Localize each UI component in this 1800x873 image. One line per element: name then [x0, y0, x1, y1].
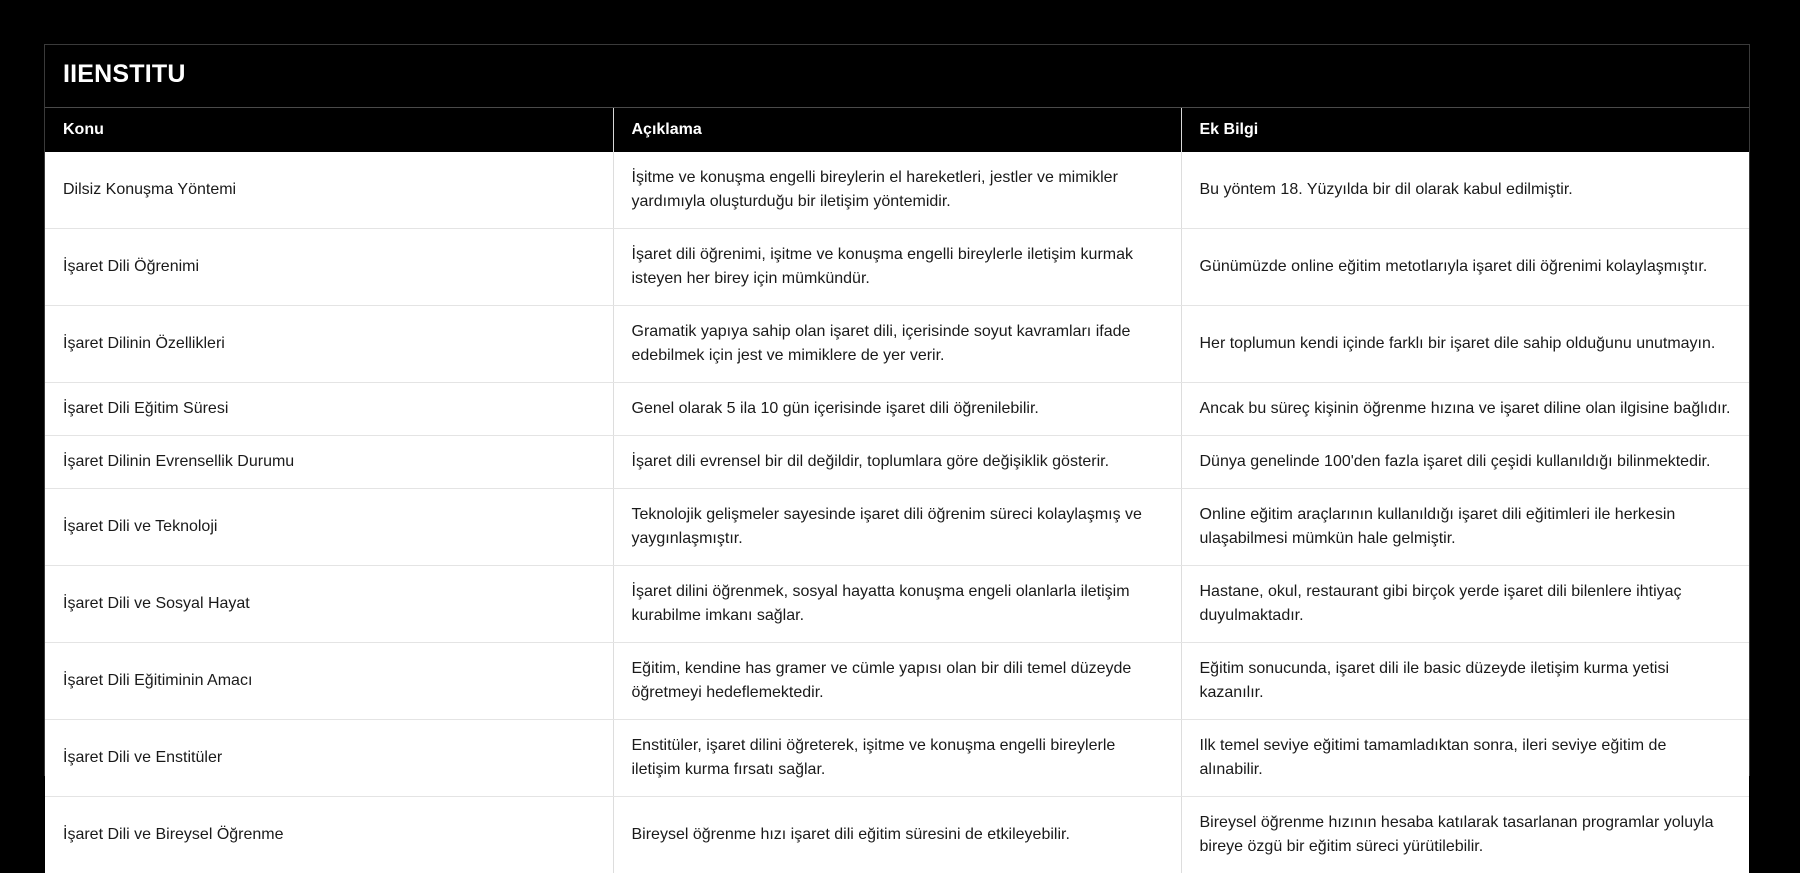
table-cell-ekbilgi: Eğitim sonucunda, işaret dili ile basic düzeyde iletişim kurma yetisi kazanılır. — [1181, 642, 1749, 719]
table-cell-konu: İşaret Dili ve Enstitüler — [45, 719, 613, 796]
table-cell-aciklama: İşitme ve konuşma engelli bireylerin el hareketleri, jestler ve mimikler yardımıyla oluşturduğu bir iletişim yöntemidir. — [613, 152, 1181, 229]
table-cell-aciklama: Enstitüler, işaret dilini öğreterek, işitme ve konuşma engelli bireylerle iletişim kurma fırsatı sağlar. — [613, 719, 1181, 796]
table-row — [45, 305, 1749, 382]
brand-title: IIENSTITU — [63, 60, 186, 88]
table-cell-aciklama: İşaret dilini öğrenmek, sosyal hayatta konuşma engeli olanlarla iletişim kurabilme imkanı sağlar. — [613, 565, 1181, 642]
table-row — [45, 719, 1749, 796]
table-row — [45, 642, 1749, 719]
table-cell-ekbilgi: Dünya genelinde 100'den fazla işaret dili çeşidi kullanıldığı bilinmektedir. — [1181, 435, 1749, 488]
table-cell-ekbilgi: Ancak bu süreç kişinin öğrenme hızına ve işaret diline olan ilgisine bağlıdır. — [1181, 382, 1749, 435]
brand-row — [45, 45, 1749, 107]
table-cell-konu: İşaret Dilinin Özellikleri — [45, 305, 613, 382]
table-row — [45, 488, 1749, 565]
info-table — [45, 45, 1749, 873]
brand-cell — [45, 45, 1749, 107]
column-header-konu[interactable]: Konu — [45, 107, 613, 152]
table-body — [45, 152, 1749, 873]
table-cell-ekbilgi: Bireysel öğrenme hızının hesaba katılarak tasarlanan programlar yoluyla bireye özgü bir eğitim süreci yürütilebilir. — [1181, 796, 1749, 873]
table-cell-aciklama: Gramatik yapıya sahip olan işaret dili, içerisinde soyut kavramları ifade edebilmek için jest ve mimiklere de yer verir. — [613, 305, 1181, 382]
table-row — [45, 382, 1749, 435]
table-cell-ekbilgi: Günümüzde online eğitim metotlarıyla işaret dili öğrenimi kolaylaşmıştır. — [1181, 228, 1749, 305]
table-cell-konu: İşaret Dili ve Sosyal Hayat — [45, 565, 613, 642]
table-row — [45, 565, 1749, 642]
column-header-row — [45, 107, 1749, 152]
table-cell-konu: İşaret Dili Öğrenimi — [45, 228, 613, 305]
table-row — [45, 152, 1749, 229]
table-row — [45, 435, 1749, 488]
table-container — [44, 44, 1750, 855]
table-cell-konu: İşaret Dili ve Bireysel Öğrenme — [45, 796, 613, 873]
table-head — [45, 45, 1749, 152]
table-cell-aciklama: Genel olarak 5 ila 10 gün içerisinde işaret dili öğrenilebilir. — [613, 382, 1181, 435]
table-cell-ekbilgi: Bu yöntem 18. Yüzyılda bir dil olarak kabul edilmiştir. — [1181, 152, 1749, 229]
table-cell-ekbilgi: Hastane, okul, restaurant gibi birçok yerde işaret dili bilenlere ihtiyaç duyulmaktadır. — [1181, 565, 1749, 642]
table-cell-ekbilgi: Her toplumun kendi içinde farklı bir işaret dile sahip olduğunu unutmayın. — [1181, 305, 1749, 382]
column-header-ekbilgi[interactable]: Ek Bilgi — [1181, 107, 1749, 152]
table-cell-aciklama: İşaret dili evrensel bir dil değildir, toplumlara göre değişiklik gösterir. — [613, 435, 1181, 488]
table-cell-konu: İşaret Dilinin Evrensellik Durumu — [45, 435, 613, 488]
table-cell-konu: İşaret Dili Eğitiminin Amacı — [45, 642, 613, 719]
table-cell-ekbilgi: Ilk temel seviye eğitimi tamamladıktan sonra, ileri seviye eğitim de alınabilir. — [1181, 719, 1749, 796]
table-row — [45, 228, 1749, 305]
table-cell-ekbilgi: Online eğitim araçlarının kullanıldığı işaret dili eğitimleri ile herkesin ulaşabilmesi mümkün hale gelmiştir. — [1181, 488, 1749, 565]
table-cell-aciklama: Teknolojik gelişmeler sayesinde işaret dili öğrenim süreci kolaylaşmış ve yaygınlaşmıştır. — [613, 488, 1181, 565]
table-cell-aciklama: Bireysel öğrenme hızı işaret dili eğitim süresini de etkileyebilir. — [613, 796, 1181, 873]
table-row — [45, 796, 1749, 873]
table-cell-aciklama: Eğitim, kendine has gramer ve cümle yapısı olan bir dili temel düzeyde öğretmeyi hedeflemektedir. — [613, 642, 1181, 719]
table-cell-aciklama: İşaret dili öğrenimi, işitme ve konuşma engelli bireylerle iletişim kurmak isteyen her birey için mümkündür. — [613, 228, 1181, 305]
table-cell-konu: Dilsiz Konuşma Yöntemi — [45, 152, 613, 229]
column-header-aciklama[interactable]: Açıklama — [613, 107, 1181, 152]
table-cell-konu: İşaret Dili ve Teknoloji — [45, 488, 613, 565]
table-cell-konu: İşaret Dili Eğitim Süresi — [45, 382, 613, 435]
